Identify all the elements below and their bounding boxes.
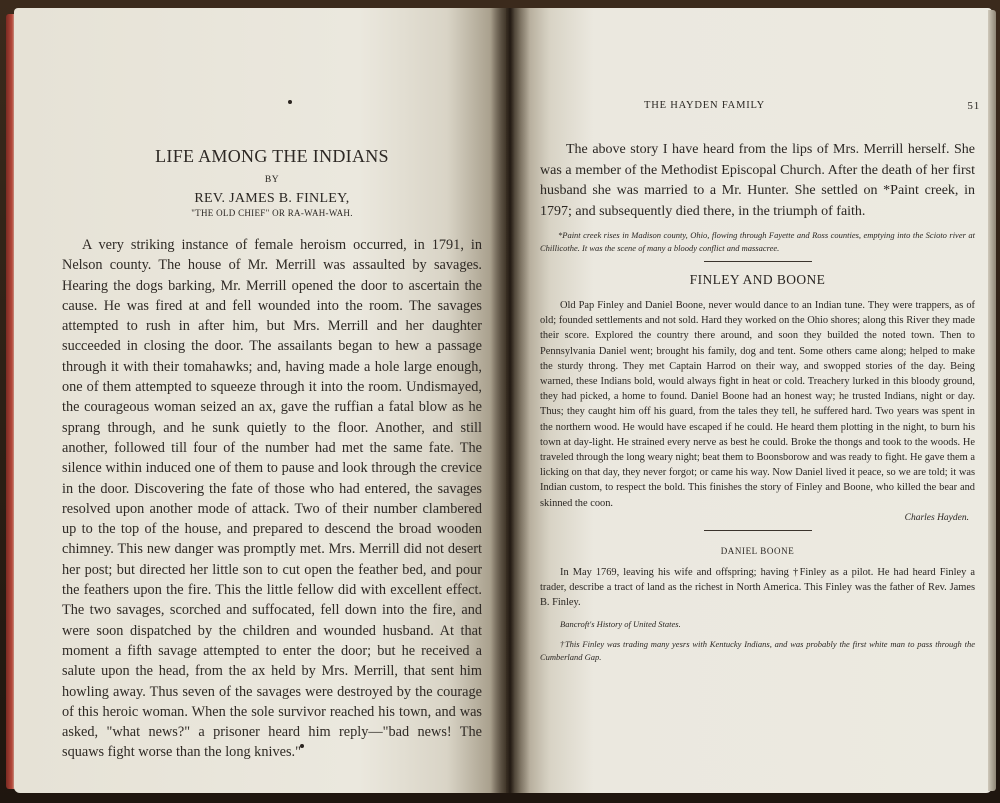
- intro-paragraph: The above story I have heard from the lips of Mrs. Merrill herself. She was a member of the Methodist Episcopal Church. After the death of her first husband she was married to a Mr. Hunter. She settled on *Paint creek, in 1797; and subsequently died there, in the triumph of faith.: [540, 142, 975, 219]
- article-title: LIFE AMONG THE INDIANS: [155, 146, 389, 166]
- author-nickname: "THE OLD CHIEF" OR RA-WAH-WAH.: [191, 208, 353, 218]
- subheading: DANIEL BOONE: [720, 545, 795, 556]
- left-page-content: [62, 146, 482, 777]
- poem-text: Old Pap Finley and Daniel Boone, never would dance to an Indian tune. They were trappers, as of old; founded settlements and not sold. Hard they worked on the Ohio shores; along this River they made their score. Explored the country there around, and soon they builded the noted town. Then to Pennsylvania Daniel went; brought his family, dog and tent. Some others came along; helped to make the sturdy throng. They met Captain Harrod on their way, and swopped stories of the day. Being warned, these Indians bold, would always fight in heat or cold. Treachery lurked in this bloody ground, they had picked, a home to found. Daniel Boone had an honest way; he trusted Indians, night or day. Thus; they caught him off his guard, from the tales they tell, he suffered hard. Two years was spent in the northern wood. He would have escaped if he could. He heard them plotting in the night, to burn his town at day-light. He strained every nerve as best he could. Broke the thongs and took to the woods. He traveled through the long weary night; beat them to Boonsborow and was ready to fight. He gave them a licking on that day, they never forgot; or came his way. Now Daniel lived it peace, so we are told; it was Indian custom, to respect the bold. This finishes the story of Finley and Boone, who killed the bear and skinned the coon.: [540, 300, 975, 509]
- paint-creek-footnote: *Paint creek rises in Madison county, Ohio, flowing through Fayette and Ross counties, emptying into the Scioto river at Chillicothe. It was the scene of many a bloody conflict and massacree.: [540, 230, 975, 253]
- finley-footnote: †This Finley was trading many yesrs with Kentucky Indians, and was probably the first white man to pass through the Cumberland Gap.: [540, 639, 975, 662]
- byline: BY: [264, 175, 280, 185]
- poem-signature: Charles Hayden.: [904, 512, 969, 523]
- section-title: FINLEY AND BOONE: [689, 272, 826, 287]
- divider-rule: [704, 530, 812, 531]
- speck: [288, 100, 292, 104]
- right-page: [506, 8, 992, 793]
- right-page-content: [540, 140, 975, 663]
- running-head-title: THE HAYDEN FAMILY: [644, 100, 766, 111]
- divider-rule: [704, 261, 812, 262]
- left-page: [14, 8, 506, 793]
- article-body: A very striking instance of female heroism occurred, in 1791, in Nelson county. The house of Mr. Merrill was assaulted by savages. Hearing the dogs barking, Mr. Merrill opened the door to ascertain the cause. He was fired at and fell wounded into the room. The savages attempted to rush in after him, but Mrs. Merrill and her daughter succeeded in closing the door. The assailants began to hew a passage through it with their tomahawks; and, having made a hole large enough, one of them attempted to squeeze through it into the room. Undismayed, the courageous woman seized an ax, gave the ruffian a fatal blow as he sprang through, and he sunk quietly to the floor. Another, and still another, followed till four of the number had met the same fate. The silence within induced one of them to pause and look through the crevice in the door. Discovering the fate of those who had entered, the savages resolved upon another mode of attack. Two of their number clambered up to the top of the house, and prepared to descend the broad wooden chimney. This new danger was promptly met. Mrs. Merrill did not desert her post; but directed her little son to cut open the feather bed, and pour the feathers upon the fire. This the little fellow did with excellent effect. The two savages, scorched and suffocated, fell down into the fire, and were soon dispatched by the children and wounded husband. At that moment a fifth savage attempted to enter the door; but he received a salute upon the head, from the ax held by Mrs. Merrill, that sent him howling away. Thus seven of the savages were destroyed by the courage of this heroic woman. When the sole survivor reached his town, and was asked, "what news?" a prisoner heard him reply—"bad news! The squaws fight worse than the long knives.": [62, 237, 482, 761]
- boone-quote: In May 1769, leaving his wife and offspring; having †Finley as a pilot. He had heard Finley a trader, describe a tract of land as the richest in North America. This Finley was the father of Rev. James B. Finley.: [540, 566, 975, 609]
- author-name: REV. JAMES B. FINLEY,: [194, 191, 350, 206]
- quote-source: Bancroft's History of United States.: [560, 619, 681, 630]
- right-page-edge: [988, 10, 996, 791]
- page-number: 51: [967, 100, 980, 112]
